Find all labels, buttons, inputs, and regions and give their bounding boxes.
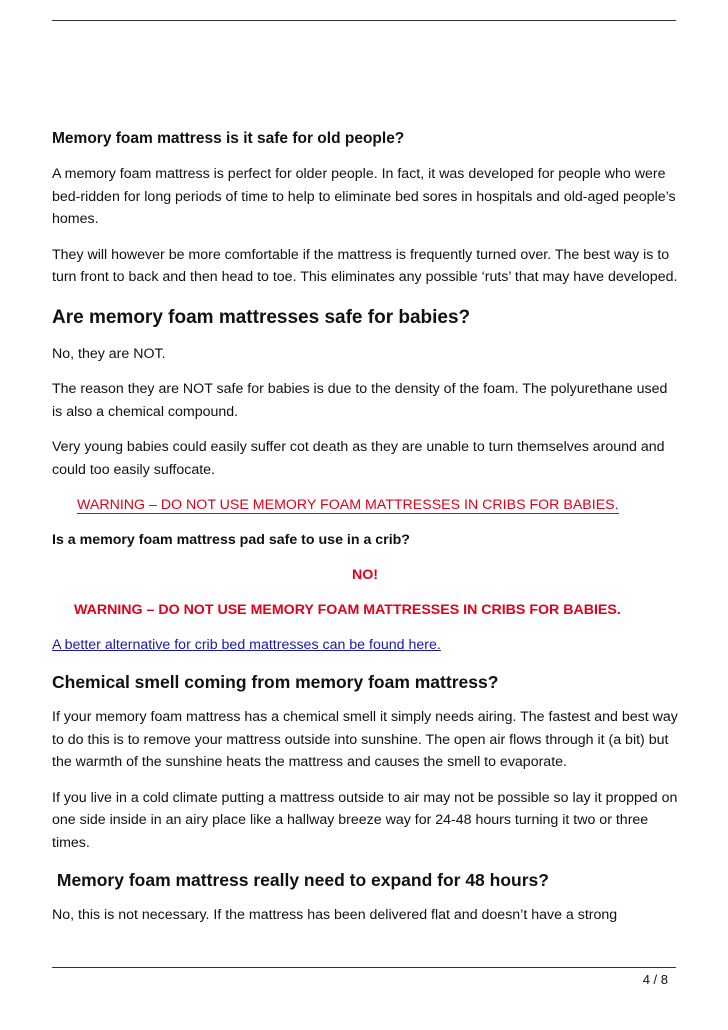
warning-notice-bold: WARNING – DO NOT USE MEMORY FOAM MATTRESSES IN CRIBS FOR BABIES.	[74, 602, 621, 618]
heading-chemical-smell: Chemical smell coming from memory foam mattress?	[52, 672, 499, 692]
paragraph: A memory foam mattress is perfect for older people. In fact, it was developed for people who were bed-ridden for long periods of time to help to eliminate bed sores in hospitals and old-aged people’s homes.	[52, 166, 676, 227]
header-rule	[52, 20, 676, 21]
paragraph: If you live in a cold climate putting a mattress outside to air may not be possible so lay it propped on one side inside in an airy place like a hallway breeze way for 24-48 hours turning it two or three times.	[52, 789, 678, 851]
crib-alternative-link[interactable]: A better alternative for crib bed mattresses can be found here.	[52, 637, 441, 653]
page-number: 4 / 8	[642, 972, 668, 987]
heading-crib-pad: Is a memory foam mattress pad safe to use in a crib?	[52, 532, 410, 548]
heading-old-people: Memory foam mattress is it safe for old people?	[52, 130, 405, 147]
paragraph: The reason they are NOT safe for babies is due to the density of the foam. The polyurethane used is also a chemical compound.	[52, 381, 668, 420]
footer-rule	[52, 967, 676, 968]
warning-notice	[52, 494, 678, 516]
paragraph: No, this is not necessary. If the mattress has been delivered flat and doesn’t have a strong	[52, 907, 618, 923]
paragraph: No, they are NOT.	[52, 345, 166, 362]
paragraph: Very young babies could easily suffer cot death as they are unable to turn themselves around and could too easily suffocate.	[52, 439, 665, 478]
paragraph: If your memory foam mattress has a chemical smell it simply needs airing. The fastest and best way to do this is to remove your mattress outside into sunshine. The open air flows through it (a bit) but the warmth of the sunshine heats the mattress and causes the smell to evaporate.	[52, 709, 678, 770]
heading-expand-48-hours: Memory foam mattress really need to expand for 48 hours?	[52, 870, 549, 890]
warning-text: WARNING – DO NOT USE MEMORY FOAM MATTRESSES IN CRIBS FOR BABIES.	[77, 497, 619, 513]
paragraph: They will however be more comfortable if the mattress is frequently turned over. The best way is to turn front to back and then head to toe. This eliminates any possible ‘ruts’ that may have developed.	[52, 246, 678, 285]
page-content	[52, 128, 678, 940]
heading-babies: Are memory foam mattresses safe for babies?	[52, 306, 471, 328]
no-answer: NO!	[351, 567, 378, 583]
